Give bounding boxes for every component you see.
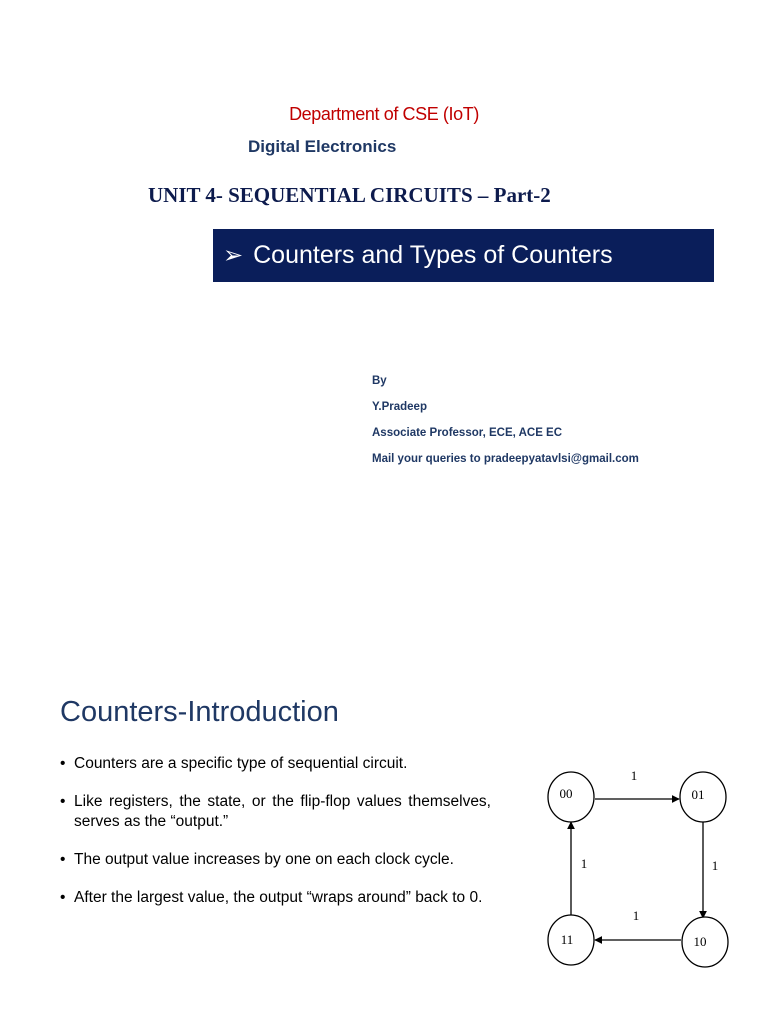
author-contact: Mail your queries to pradeepyatavlsi@gmail.com <box>372 453 639 465</box>
state-label: 01 <box>691 787 705 802</box>
unit-title: UNIT 4- SEQUENTIAL CIRCUITS – Part-2 <box>148 183 551 207</box>
state-label: 10 <box>693 934 707 949</box>
state-label: 00 <box>559 786 573 801</box>
topic-banner <box>213 229 714 282</box>
bullet-list <box>60 754 491 926</box>
transition-label: 1 <box>632 908 640 923</box>
subject-heading: Digital Electronics <box>248 137 397 156</box>
bullet-item: • The output value increases by one on each clock cycle. <box>60 850 491 870</box>
transition-label: 1 <box>711 858 719 873</box>
banner-text: Counters and Types of Counters <box>253 241 613 269</box>
state-label: 11 <box>560 932 574 947</box>
bullet-item: • Counters are a specific type of sequential circuit. <box>60 754 491 774</box>
slide-title <box>60 696 339 729</box>
author-name: Y.Pradeep <box>372 401 427 413</box>
transition-label: 1 <box>580 856 588 871</box>
title-rest: -Introduction <box>177 696 339 728</box>
bullet-item: • After the largest value, the output “wraps around” back to 0. <box>60 888 491 908</box>
author-by: By <box>372 375 387 387</box>
arrow-bullet-icon: ➢ <box>223 242 244 269</box>
state-diagram <box>540 760 760 980</box>
bullet-item: • Like registers, the state, or the flip-flop values themselves, serves as the “output.” <box>60 792 491 832</box>
title-highlight: Counters <box>60 696 178 728</box>
department-heading: Department of CSE (IoT) <box>289 104 479 124</box>
author-designation: Associate Professor, ECE, ACE EC <box>372 427 563 439</box>
transition-label: 1 <box>630 768 638 783</box>
